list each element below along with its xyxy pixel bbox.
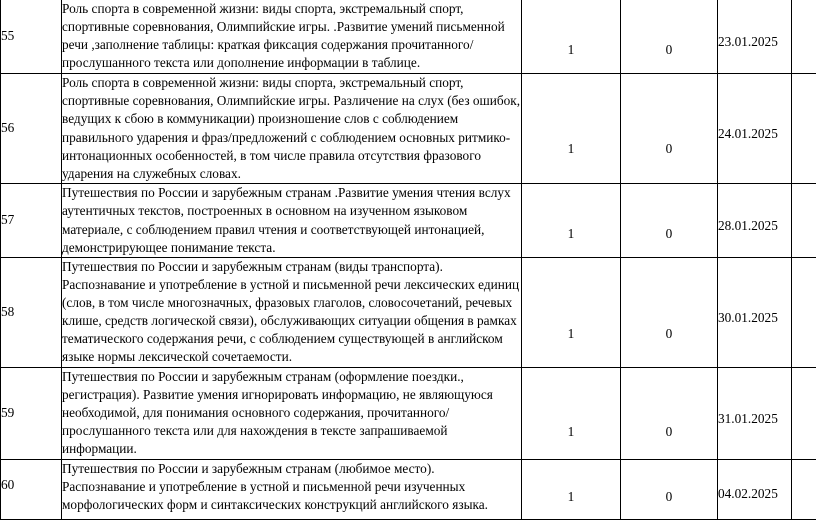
lesson-date-value: 24.01.2025 xyxy=(718,113,791,143)
hours-cell xyxy=(522,367,621,459)
lesson-number: 58 xyxy=(1,258,62,368)
control-cell xyxy=(621,184,718,258)
table-row xyxy=(1,367,816,459)
lesson-number: 55 xyxy=(1,0,62,74)
hours-value: 1 xyxy=(522,472,620,506)
lesson-number: 57 xyxy=(1,184,62,258)
hours-cell xyxy=(522,459,621,519)
control-value: 0 xyxy=(621,472,717,506)
lesson-date xyxy=(718,258,792,368)
control-value: 0 xyxy=(621,98,717,158)
control-cell xyxy=(621,367,718,459)
table-row xyxy=(1,258,816,368)
empty-cell xyxy=(792,74,816,184)
hours-value: 1 xyxy=(522,98,620,158)
lesson-topic: Путешествия по России и зарубежным странам (любимое место). Распознавание и употребление в устной и письменной речи изученных морфологических форм и синтаксических конструкций английского языка. xyxy=(62,459,522,519)
hours-cell xyxy=(522,0,621,74)
hours-value: 1 xyxy=(522,13,620,59)
empty-cell xyxy=(792,0,816,74)
lesson-date xyxy=(718,74,792,184)
control-cell xyxy=(621,459,718,519)
hours-value: 1 xyxy=(522,386,620,441)
lesson-date-value: 23.01.2025 xyxy=(718,21,791,51)
lesson-topic: Путешествия по России и зарубежным странам (оформление поездки., регистрация). Развитие умения игнорировать информацию, не являющуюся необходимой, для понимания основного содержания, прочитанного/прослушанного текста или для нахождения в тексте запрашиваемой информации. xyxy=(62,367,522,459)
lesson-date-value: 31.01.2025 xyxy=(718,398,791,428)
table-row xyxy=(1,459,816,519)
lesson-date-value: 28.01.2025 xyxy=(718,205,791,235)
lesson-date-value: 30.01.2025 xyxy=(718,297,791,327)
hours-value: 1 xyxy=(522,198,620,243)
hours-cell xyxy=(522,184,621,258)
lesson-date xyxy=(718,459,792,519)
lesson-number: 56 xyxy=(1,74,62,184)
control-value: 0 xyxy=(621,281,717,343)
table-row xyxy=(1,0,816,74)
table-row xyxy=(1,74,816,184)
lesson-topic: Путешествия по России и зарубежным странам .Развитие умения чтения вслух аутентичных текстов, построенных в основном на изученном языковом материале, с соблюдением правил чтения и соответствующей интонацией, демонстрирующее понимание текста. xyxy=(62,184,522,258)
control-value: 0 xyxy=(621,198,717,243)
control-cell xyxy=(621,0,718,74)
lesson-topic: Путешествия по России и зарубежным странам (виды транспорта). Распознавание и употребление в устной и письменной речи лексических единиц (слов, в том числе многозначных, фразовых глаголов, словосочетаний, речевых клише, средств логической связи), обслуживающих ситуации общения в рамках тематического содержания речи, с соблюдением существующей в английском языке нормы лексической сочетаемости. xyxy=(62,258,522,368)
lesson-date xyxy=(718,0,792,74)
empty-cell xyxy=(792,258,816,368)
control-value: 0 xyxy=(621,13,717,59)
lesson-number-value: 60 xyxy=(1,460,61,494)
empty-cell xyxy=(792,184,816,258)
table-row xyxy=(1,184,816,258)
control-value: 0 xyxy=(621,386,717,441)
hours-cell xyxy=(522,258,621,368)
hours-value: 1 xyxy=(522,281,620,343)
empty-cell xyxy=(792,459,816,519)
lesson-topic: Роль спорта в современной жизни: виды спорта, экстремальный спорт, спортивные соревнования, Олимпийские игры. Различение на слух (без ошибок, ведущих к сбою в коммуникации) произношение слов с соблюдением правильного ударения и фраз/предложений с соблюдением основных ритмико-интонационных особенностей, в том числе правила отсутствия фразового ударения на служебных словах. xyxy=(62,74,522,184)
empty-cell xyxy=(792,367,816,459)
lesson-number xyxy=(1,459,62,519)
lesson-date-value: 04.02.2025 xyxy=(718,460,791,503)
lesson-date xyxy=(718,184,792,258)
lesson-number: 59 xyxy=(1,367,62,459)
control-cell xyxy=(621,74,718,184)
hours-cell xyxy=(522,74,621,184)
control-cell xyxy=(621,258,718,368)
lesson-date xyxy=(718,367,792,459)
lesson-topic: Роль спорта в современной жизни: виды спорта, экстремальный спорт, спортивные соревнования, Олимпийские игры. .Развитие умений письменной речи ,заполнение таблицы: краткая фиксация содержания прочитанного/прослушанного текста или дополнение информации в таблице. xyxy=(62,0,522,74)
